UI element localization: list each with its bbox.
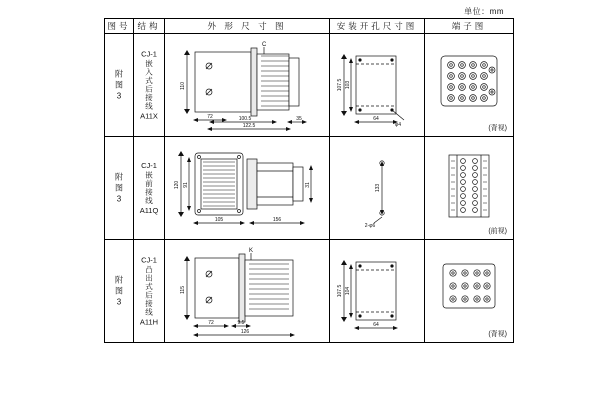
- structure-3: [134, 256, 164, 327]
- header-terminal: 端子图: [425, 19, 514, 34]
- structure-model-3: CJ-1: [141, 255, 157, 265]
- svg-text:K: K: [249, 248, 254, 254]
- svg-text:122.5: 122.5: [242, 123, 256, 129]
- outline-drawing-3: [165, 240, 329, 342]
- cell-mounting-2: [330, 137, 425, 240]
- svg-text:64: 64: [373, 322, 379, 328]
- structure-2: [134, 161, 164, 215]
- svg-text:103: 103: [345, 80, 351, 90]
- structure-1: [134, 50, 164, 121]
- terminal-caption-1: (背视): [488, 125, 507, 132]
- image-no-2: 附 图 3: [115, 172, 123, 204]
- header-mounting: 安装开孔尺寸图: [330, 19, 425, 34]
- mounting-drawing-3: [330, 240, 424, 342]
- cell-structure-2: [134, 137, 165, 240]
- cell-image-no-3: [105, 240, 134, 343]
- svg-text:120: 120: [174, 180, 180, 190]
- cell-structure-1: [134, 34, 165, 137]
- svg-text:107.5: 107.5: [337, 78, 343, 92]
- mounting-drawing-1: [330, 34, 424, 136]
- svg-text:2-φ6: 2-φ6: [364, 223, 376, 229]
- cell-terminal-3: [425, 240, 514, 343]
- structure-code-1: A11X: [140, 111, 158, 121]
- structure-desc-1: 嵌入式后接线: [144, 59, 154, 111]
- svg-text:35: 35: [296, 116, 302, 122]
- header-outline: 外 形 尺 寸 图: [165, 19, 330, 34]
- structure-model-1: CJ-1: [141, 49, 157, 59]
- cell-mounting-1: [330, 34, 425, 137]
- cell-outline-1: [165, 34, 330, 137]
- outline-drawing-1: [165, 34, 329, 136]
- structure-model-2: CJ-1: [141, 161, 157, 170]
- mounting-drawing-2: [330, 137, 424, 239]
- svg-text:C: C: [262, 42, 267, 48]
- table-row: [105, 137, 514, 240]
- unit-note: 单位：mm: [464, 7, 504, 16]
- terminal-drawing-2: [425, 137, 513, 239]
- svg-text:104: 104: [345, 286, 351, 296]
- svg-text:107.5: 107.5: [337, 284, 343, 298]
- table-row: [105, 34, 514, 137]
- cell-terminal-2: [425, 137, 514, 240]
- cell-image-no-1: [105, 34, 134, 137]
- cell-terminal-1: [425, 34, 514, 137]
- image-no-3: 附 图 3: [115, 275, 123, 307]
- terminal-drawing-3: [425, 240, 513, 342]
- structure-code-2: A11Q: [139, 206, 159, 215]
- svg-text:133: 133: [375, 183, 381, 193]
- svg-text:110: 110: [180, 82, 186, 90]
- svg-text:105: 105: [214, 217, 224, 223]
- svg-text:91: 91: [183, 182, 189, 188]
- svg-text:156: 156: [272, 217, 282, 223]
- svg-text:9.5: 9.5: [237, 320, 245, 326]
- svg-text:126: 126: [240, 329, 250, 335]
- structure-code-3: A11H: [139, 317, 159, 327]
- cell-image-no-2: [105, 137, 134, 240]
- header-structure: 结构: [134, 19, 165, 34]
- dimension-table: [104, 18, 514, 343]
- svg-text:φ4: φ4: [394, 122, 402, 128]
- cell-structure-3: [134, 240, 165, 343]
- svg-text:31: 31: [305, 182, 311, 188]
- svg-text:64: 64: [373, 116, 379, 122]
- terminal-drawing-1: [425, 34, 513, 136]
- svg-text:72: 72: [207, 114, 213, 120]
- structure-desc-2: 嵌前接线: [144, 171, 154, 205]
- svg-text:72: 72: [208, 320, 214, 326]
- table-row: [105, 240, 514, 343]
- cell-outline-2: [165, 137, 330, 240]
- table-header-row: [105, 19, 514, 34]
- cell-mounting-3: [330, 240, 425, 343]
- terminal-caption-2: (前视): [488, 228, 507, 235]
- svg-text:100.5: 100.5: [238, 116, 252, 122]
- terminal-caption-3: (背视): [488, 331, 507, 338]
- outline-drawing-2: [165, 137, 329, 239]
- image-no-1: 附 图 3: [115, 69, 123, 101]
- cell-outline-3: [165, 240, 330, 343]
- structure-desc-3: 凸出式后接线: [144, 265, 154, 317]
- svg-text:115: 115: [180, 286, 186, 294]
- header-image-no: 图号: [105, 19, 134, 34]
